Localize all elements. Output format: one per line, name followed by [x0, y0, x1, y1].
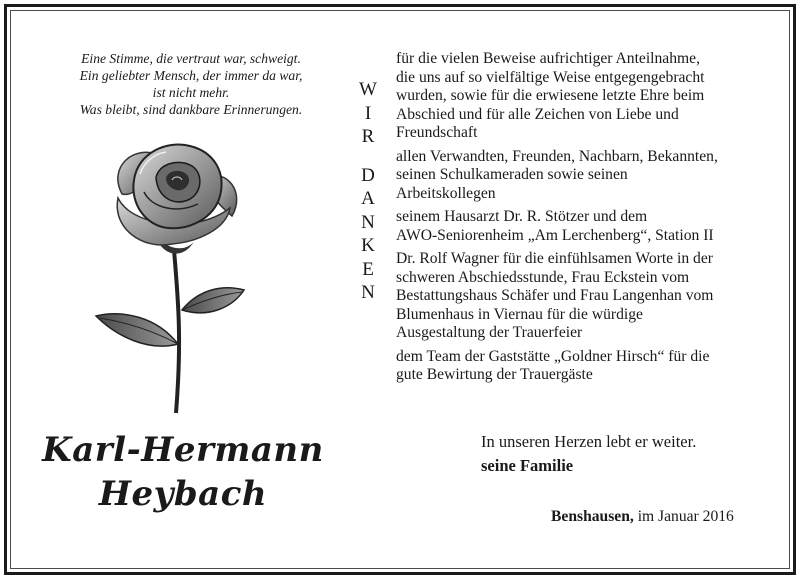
- thanks-line: Abschied und für alle Zeichen von Liebe und: [396, 105, 679, 123]
- thanks-line: schweren Abschiedsstunde, Frau Eckstein vom: [396, 268, 690, 286]
- thanks-item: [396, 348, 776, 385]
- thanks-line: Freundschaft: [396, 124, 478, 141]
- thanks-item: [396, 250, 776, 343]
- thanks-line: Ausgestaltung der Trauerfeier: [396, 324, 583, 341]
- heading-gap: [356, 149, 380, 164]
- thanks-line: Dr. Rolf Wagner für die einfühlsamen Worte in der: [396, 250, 713, 267]
- thanks-line: dem Team der Gaststätte „Goldner Hirsch“ für die: [396, 347, 710, 365]
- place-town: Benshausen,: [551, 508, 634, 525]
- heading-letter: A: [361, 188, 375, 209]
- heading-letter: W: [359, 79, 377, 100]
- thanks-line: für die vielen Beweise aufrichtiger Anteilnahme,: [396, 50, 700, 67]
- heading-letter: K: [361, 235, 375, 256]
- name-first: Karl-Hermann: [42, 430, 324, 470]
- heading-letter: R: [361, 126, 375, 147]
- thanks-line: allen Verwandten, Freunden, Nachbarn, Bekannten,: [396, 147, 718, 165]
- thanks-line: Bestattungshaus Schäfer und Frau Langenhan vom: [396, 287, 714, 304]
- poem-line: Was bleibt, sind dankbare Erinnerungen.: [79, 102, 303, 117]
- thanks-line: gute Bewirtung der Trauergäste: [396, 366, 593, 383]
- heading-letter: I: [364, 102, 372, 124]
- poem-line: ist nicht mehr.: [152, 85, 230, 100]
- thanks-line: seinen Schulkameraden sowie seinen: [396, 166, 628, 183]
- thanks-item: [396, 50, 776, 143]
- signature: seine Familie: [481, 456, 574, 475]
- poem-line: Eine Stimme, die vertraut war, schweigt.: [81, 51, 301, 66]
- closing-block: [481, 430, 781, 478]
- memorial-poem: [46, 50, 336, 118]
- thanks-item: [396, 148, 776, 204]
- thanks-line: die uns auf so vielfältige Weise entgegengebracht: [396, 68, 705, 86]
- rose-icon: [86, 138, 256, 418]
- heading-letter: N: [361, 282, 375, 303]
- place-date: [551, 508, 771, 526]
- thanks-line: wurden, sowie für die erwiesene letzte Ehre beim: [396, 87, 705, 104]
- thanks-line: Blumenhaus in Viernau für die würdige: [396, 305, 643, 323]
- heading-letter: D: [361, 164, 375, 186]
- thanks-line: AWO-Seniorenheim „Am Lerchenberg“, Station II: [396, 226, 714, 244]
- deceased-name: [28, 428, 338, 516]
- vertical-heading: [356, 78, 380, 305]
- name-last: Heybach: [98, 474, 268, 514]
- thanks-item: [396, 208, 776, 245]
- closing-line: In unseren Herzen lebt er weiter.: [481, 432, 697, 451]
- poem-line: Ein geliebter Mensch, der immer da war,: [79, 68, 303, 83]
- heading-letter: E: [362, 258, 374, 280]
- thanks-line: Arbeitskollegen: [396, 184, 496, 202]
- heading-letter: N: [361, 211, 375, 233]
- thanks-line: seinem Hausarzt Dr. R. Stötzer und dem: [396, 208, 648, 225]
- place-date-text: im Januar 2016: [637, 508, 734, 525]
- thanks-list: [396, 50, 776, 390]
